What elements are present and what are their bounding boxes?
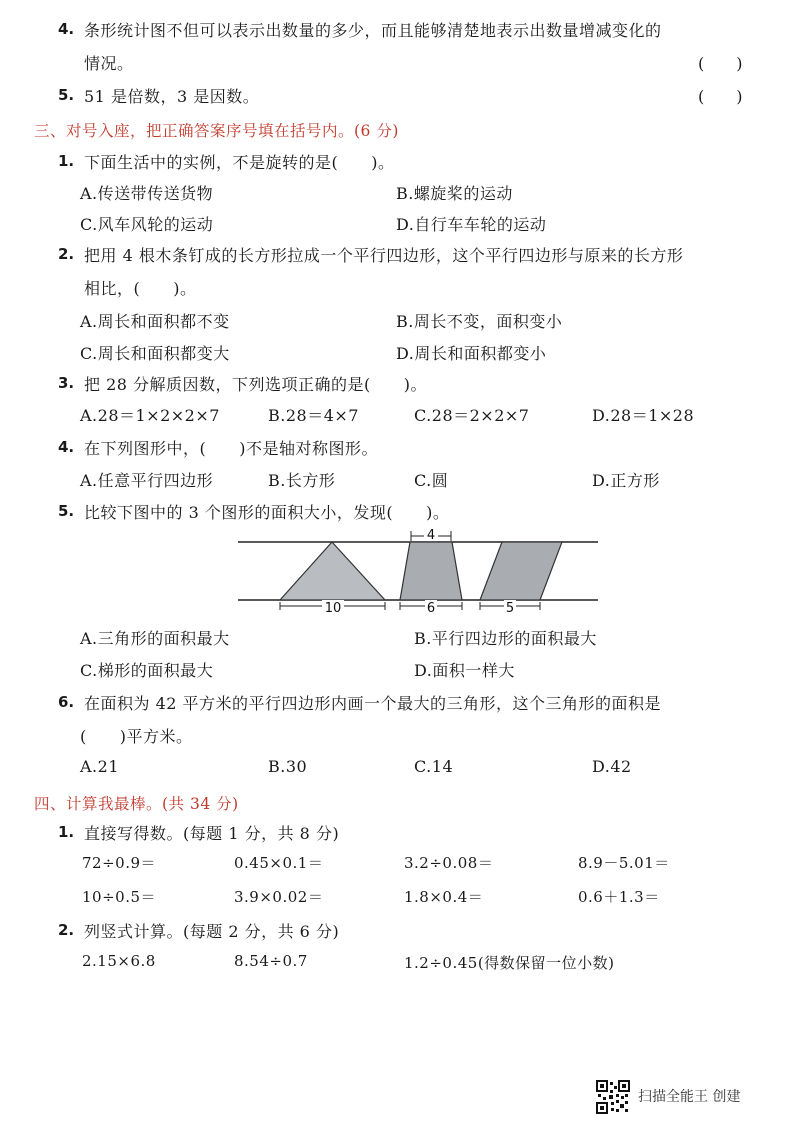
dim-label-3: 5 — [505, 601, 515, 616]
s3-q1-option-d[interactable]: D.自行车车轮的运动 — [396, 215, 547, 234]
s3-q6-option-d[interactable]: D.42 — [592, 757, 632, 776]
s3-q3-option-c[interactable]: C.28＝2×2×7 — [414, 406, 530, 425]
section3-title: 三、对号入座，把正确答案序号填在括号内。(6 分) — [34, 122, 399, 140]
calc-item[interactable]: 1.8×0.4＝ — [404, 888, 484, 906]
s3-q3-option-d[interactable]: D.28＝1×28 — [592, 406, 695, 425]
s3-q2-number: 2. — [58, 245, 75, 263]
calc-item[interactable]: 8.9－5.01＝ — [578, 854, 670, 872]
s3-q6-number: 6. — [58, 693, 75, 711]
s3-q3-option-a[interactable]: A.28＝1×2×2×7 — [80, 406, 220, 425]
area-comparison-figure — [230, 526, 610, 616]
qr-code-icon — [596, 1080, 630, 1114]
s4-q1-text: 直接写得数。(每题 1 分，共 8 分) — [84, 824, 340, 843]
s3-q1-option-c[interactable]: C.风车风轮的运动 — [80, 215, 214, 234]
s3-q5-text: 比较下图中的 3 个图形的面积大小，发现( )。 — [84, 503, 450, 522]
judge-q4-answer-paren[interactable]: ( ) — [698, 54, 743, 73]
s3-q2-option-b[interactable]: B.周长不变，面积变小 — [396, 312, 563, 331]
s3-q4-option-d[interactable]: D.正方形 — [592, 471, 660, 490]
judge-q4-number: 4. — [58, 20, 75, 38]
judge-q5-number: 5. — [58, 86, 75, 104]
judge-q4-line1: 条形统计图不但可以表示出数量的多少，而且能够清楚地表示出数量增减变化的 — [84, 21, 662, 40]
s3-q2-option-c[interactable]: C.周长和面积都变大 — [80, 344, 230, 363]
trapezoid-shape — [400, 542, 462, 600]
vertical-calc-item[interactable]: 8.54÷0.7 — [234, 952, 308, 970]
s3-q5-option-a[interactable]: A.三角形的面积最大 — [80, 629, 230, 648]
s4-q1-number: 1. — [58, 823, 75, 841]
calc-item[interactable]: 72÷0.9＝ — [82, 854, 157, 872]
s3-q4-text: 在下列图形中，( )不是轴对称图形。 — [84, 439, 378, 458]
s3-q4-option-c[interactable]: C.圆 — [414, 471, 449, 490]
parallelogram-shape — [480, 542, 562, 600]
s3-q5-option-c[interactable]: C.梯形的面积最大 — [80, 661, 214, 680]
s3-q3-number: 3. — [58, 374, 75, 392]
s3-q2-line2: 相比，( )。 — [84, 279, 197, 298]
dim-label-top: 4 — [426, 528, 436, 543]
s4-q2-number: 2. — [58, 921, 75, 939]
judge-q5-text: 51 是倍数，3 是因数。 — [84, 87, 260, 106]
s3-q1-option-a[interactable]: A.传送带传送货物 — [80, 184, 214, 203]
s3-q2-line1: 把用 4 根木条钉成的长方形拉成一个平行四边形，这个平行四边形与原来的长方形 — [84, 246, 684, 265]
s4-q2-text: 列竖式计算。(每题 2 分，共 6 分) — [84, 922, 340, 941]
s3-q6-option-c[interactable]: C.14 — [414, 757, 454, 776]
calc-item[interactable]: 0.45×0.1＝ — [234, 854, 324, 872]
vertical-calc-item[interactable]: 1.2÷0.45(得数保留一位小数) — [404, 954, 615, 972]
s3-q3-option-b[interactable]: B.28＝4×7 — [268, 406, 359, 425]
s3-q4-option-a[interactable]: A.任意平行四边形 — [80, 471, 214, 490]
s3-q4-number: 4. — [58, 438, 75, 456]
calc-item[interactable]: 0.6＋1.3＝ — [578, 888, 660, 906]
s3-q2-option-a[interactable]: A.周长和面积都不变 — [80, 312, 230, 331]
vertical-calc-item[interactable]: 2.15×6.8 — [82, 952, 156, 970]
dim-label-2: 6 — [426, 601, 436, 616]
s3-q5-option-b[interactable]: B.平行四边形的面积最大 — [414, 629, 597, 648]
s3-q6-line2: ( )平方米。 — [80, 727, 193, 746]
s3-q6-line1: 在面积为 42 平方米的平行四边形内画一个最大的三角形，这个三角形的面积是 — [84, 694, 662, 713]
s3-q1-option-b[interactable]: B.螺旋桨的运动 — [396, 184, 513, 203]
calc-item[interactable]: 3.9×0.02＝ — [234, 888, 324, 906]
s3-q1-text: 下面生活中的实例，不是旋转的是( )。 — [84, 153, 395, 172]
s3-q5-number: 5. — [58, 502, 75, 520]
section4-title: 四、计算我最棒。(共 34 分) — [34, 795, 239, 813]
dim-label-1: 10 — [324, 601, 342, 616]
s3-q2-option-d[interactable]: D.周长和面积都变小 — [396, 344, 547, 363]
s3-q6-option-a[interactable]: A.21 — [80, 757, 119, 776]
s3-q6-option-b[interactable]: B.30 — [268, 757, 308, 776]
triangle-shape — [280, 542, 385, 600]
scanner-watermark-text: 扫描全能王 创建 — [638, 1089, 741, 1105]
s3-q4-option-b[interactable]: B.长方形 — [268, 471, 336, 490]
calc-item[interactable]: 10÷0.5＝ — [82, 888, 157, 906]
s3-q3-text: 把 28 分解质因数，下列选项正确的是( )。 — [84, 375, 428, 394]
s3-q1-number: 1. — [58, 152, 75, 170]
judge-q4-line2: 情况。 — [84, 54, 134, 73]
calc-item[interactable]: 3.2÷0.08＝ — [404, 854, 494, 872]
s3-q5-option-d[interactable]: D.面积一样大 — [414, 661, 515, 680]
judge-q5-answer-paren[interactable]: ( ) — [698, 87, 743, 106]
